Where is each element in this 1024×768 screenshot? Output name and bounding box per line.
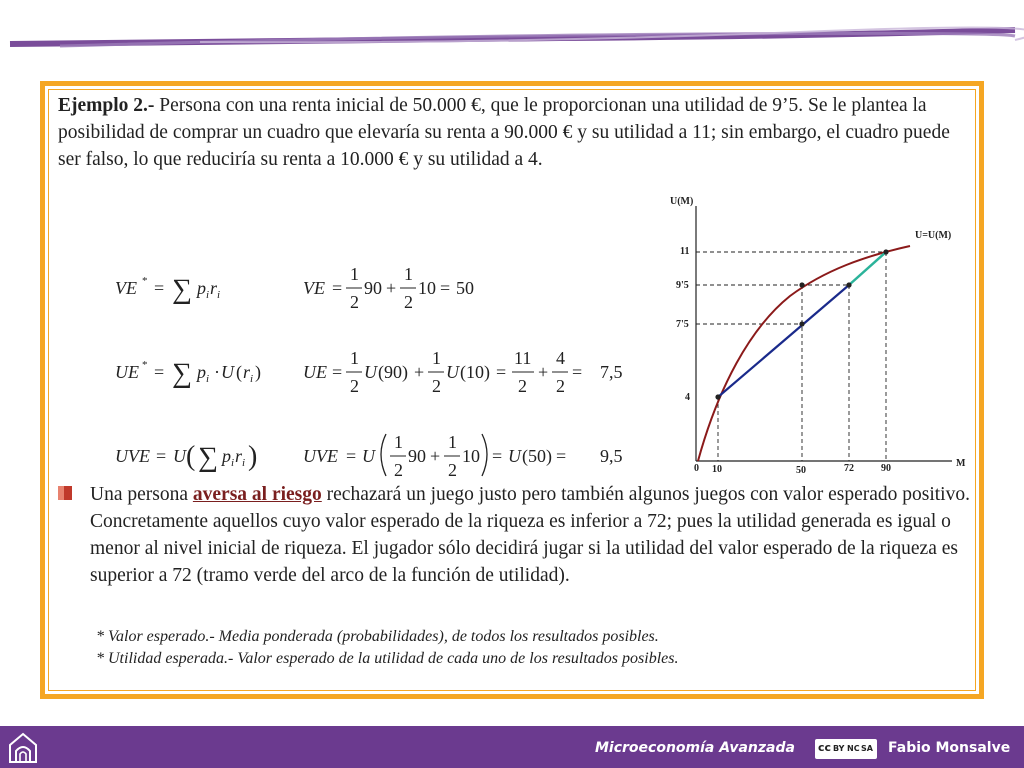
ue-general-p: p bbox=[197, 362, 206, 382]
uve-calc-u: U bbox=[362, 446, 375, 466]
ve-eq2: = bbox=[440, 278, 451, 298]
formula-uve bbox=[115, 432, 623, 480]
ue-general-star: * bbox=[142, 359, 148, 371]
formula-ve bbox=[115, 264, 474, 312]
ue-frac4-den: 2 bbox=[556, 376, 565, 396]
ue-eq2: = bbox=[496, 362, 507, 382]
ve-calc-label: VE bbox=[303, 278, 325, 298]
uve-eq3: = bbox=[556, 446, 567, 466]
ve-result: 50 bbox=[456, 278, 474, 298]
ue-general-label: UE bbox=[115, 362, 139, 382]
ue-general-dot: · bbox=[214, 362, 220, 382]
ve-general-sum: ∑ bbox=[172, 274, 192, 305]
x-tick-90: 90 bbox=[881, 463, 891, 474]
ve-general-ri: i bbox=[217, 289, 221, 301]
curve-label: U=U(M) bbox=[915, 230, 952, 241]
top-banner bbox=[0, 0, 1024, 60]
cc-license-cc: cc bbox=[818, 741, 832, 754]
bullet-after: rechazará un juego justo pero también algunos juegos con valor esperado positivo. Concretamente aquellos cuyo valor esperado de la riqueza es inferior a 72; pues la utilidad generada es igual o menor al nivel inicial de riqueza. El jugador sólo decidirá jugar si la utilidad del valor esperado de la riqueza es superior a 72 (tramo verde del arco de la función de utilidad). bbox=[90, 484, 970, 586]
x-tick-0: 0 bbox=[694, 463, 699, 474]
bullet-before: Una persona bbox=[90, 484, 193, 505]
uve-general-p: p bbox=[222, 446, 231, 466]
ue-u2: U bbox=[446, 362, 459, 382]
utility-curve bbox=[698, 246, 910, 461]
uve-calc-eq: = bbox=[346, 446, 357, 466]
cc-license-nc: NC bbox=[847, 744, 860, 753]
uve-u50-u: U bbox=[508, 446, 521, 466]
ue-u1: U bbox=[364, 362, 377, 382]
x-axis-label: M bbox=[956, 458, 966, 469]
y-tick-7-5: 7'5 bbox=[676, 319, 689, 330]
ue-plus1: + bbox=[414, 362, 425, 382]
formulas bbox=[110, 258, 670, 483]
point-90-11 bbox=[883, 249, 888, 254]
ve-calc-eq: = bbox=[332, 278, 343, 298]
cc-license-sa: SA bbox=[861, 744, 873, 753]
example-intro bbox=[58, 92, 968, 173]
ue-general-rparen: ) bbox=[255, 362, 261, 382]
uve-frac1-den: 2 bbox=[394, 460, 403, 480]
ue-calc-eq: = bbox=[332, 362, 343, 382]
uve-frac1-num: 1 bbox=[394, 432, 403, 452]
ve-frac1-den: 2 bbox=[350, 292, 359, 312]
point-50-95 bbox=[799, 282, 804, 287]
ue-result: 7,5 bbox=[600, 362, 623, 382]
uve-ninety: 90 bbox=[408, 446, 426, 466]
risk-averse-highlight: aversa al riesgo bbox=[192, 484, 322, 505]
guide-lines bbox=[696, 252, 886, 461]
ue-u10: (10) bbox=[460, 362, 490, 382]
uve-general-eq: = bbox=[156, 446, 167, 466]
x-tick-50: 50 bbox=[796, 465, 806, 476]
uve-big-rparen bbox=[482, 434, 487, 476]
ve-ninety: 90 bbox=[364, 278, 382, 298]
ue-calc-label: UE bbox=[303, 362, 327, 382]
ve-general-p: p bbox=[197, 278, 206, 298]
uve-general-sum: ∑ bbox=[198, 442, 218, 473]
point-72-95 bbox=[846, 282, 851, 287]
uve-general-r: r bbox=[235, 446, 243, 466]
ue-frac1-den: 2 bbox=[350, 376, 359, 396]
ve-frac2-num: 1 bbox=[404, 264, 413, 284]
uve-frac2-den: 2 bbox=[448, 460, 457, 480]
uve-frac2-num: 1 bbox=[448, 432, 457, 452]
ue-general-u: U bbox=[221, 362, 234, 382]
note-expected-value: * Valor esperado.- Media ponderada (probabilidades), de todos los resultados posibles. bbox=[96, 628, 659, 645]
uve-ten: 10 bbox=[462, 446, 480, 466]
course-title: Microeconomía Avanzada bbox=[595, 740, 795, 756]
bullet-square-icon bbox=[58, 486, 72, 500]
ue-frac1-num: 1 bbox=[350, 348, 359, 368]
point-10-4 bbox=[715, 394, 720, 399]
ve-general-pi: i bbox=[206, 289, 210, 301]
uve-general-label: UVE bbox=[115, 446, 150, 466]
uve-big-lparen bbox=[381, 434, 386, 476]
uve-result: 9,5 bbox=[600, 446, 623, 466]
uve-general-ri: i bbox=[242, 457, 246, 469]
author-name: Fabio Monsalve bbox=[888, 740, 1011, 756]
ue-eq3: = bbox=[572, 362, 583, 382]
note-expected-utility: * Utilidad esperada.- Valor esperado de la utilidad de cada uno de los resultados posibles. bbox=[96, 650, 679, 667]
ve-frac2-den: 2 bbox=[404, 292, 413, 312]
ue-frac4-num: 4 bbox=[556, 348, 565, 368]
ve-general-eq: = bbox=[154, 278, 165, 298]
y-tick-4: 4 bbox=[685, 392, 690, 403]
ue-frac3-den: 2 bbox=[518, 376, 527, 396]
y-tick-11: 11 bbox=[680, 246, 690, 257]
ve-general-label: VE bbox=[115, 278, 137, 298]
ue-general-eq: = bbox=[154, 362, 165, 382]
ue-frac2-den: 2 bbox=[432, 376, 441, 396]
ue-plus2: + bbox=[538, 362, 549, 382]
uve-general-lparen: ( bbox=[186, 441, 196, 472]
y-tick-9-5: 9'5 bbox=[676, 280, 689, 291]
ue-general-pi: i bbox=[206, 373, 210, 385]
uve-general-rparen: ) bbox=[248, 441, 258, 472]
ue-general-r: r bbox=[243, 362, 251, 382]
ue-frac3-num: 11 bbox=[514, 348, 532, 368]
uve-general-u: U bbox=[173, 446, 186, 466]
x-tick-10: 10 bbox=[712, 464, 722, 475]
footer-bar bbox=[0, 726, 1024, 768]
ve-general-star: * bbox=[142, 275, 148, 287]
uve-eq2: = bbox=[492, 446, 503, 466]
point-50-75 bbox=[799, 321, 804, 326]
cc-license-by: BY bbox=[833, 744, 845, 753]
formula-ue bbox=[115, 348, 623, 396]
uve-plus: + bbox=[430, 446, 441, 466]
x-tick-72: 72 bbox=[844, 463, 854, 474]
y-axis-label: U(M) bbox=[670, 196, 694, 207]
cc-license-badge[interactable] bbox=[815, 739, 877, 759]
ve-general-r: r bbox=[210, 278, 218, 298]
ve-plus: + bbox=[386, 278, 397, 298]
example-lead: Ejemplo 2.- bbox=[58, 95, 155, 116]
ue-u90: (90) bbox=[378, 362, 408, 382]
uve-u50: (50) bbox=[522, 446, 552, 466]
ve-frac1-num: 1 bbox=[350, 264, 359, 284]
example-text: Persona con una renta inicial de 50.000 €, que le proporcionan una utilidad de 9’5. Se le plantea la posibilidad de comprar un cuadro que elevaría su renta a 90.000 € y su utilidad a 11; sin embargo, el cuadro puede ser falso, lo que reduciría su renta a 10.000 € y su utilidad a 4. bbox=[58, 95, 950, 170]
uve-calc-label: UVE bbox=[303, 446, 338, 466]
university-logo-icon bbox=[6, 731, 40, 765]
ue-frac2-num: 1 bbox=[432, 348, 441, 368]
definitions-notes bbox=[96, 626, 956, 670]
ue-general-ri: i bbox=[250, 373, 254, 385]
ue-general-lparen: ( bbox=[236, 362, 242, 382]
bullet-text bbox=[90, 481, 970, 589]
uve-general-pi: i bbox=[231, 457, 235, 469]
ue-general-sum: ∑ bbox=[172, 358, 192, 389]
utility-graph bbox=[660, 188, 980, 480]
ve-ten: 10 bbox=[418, 278, 436, 298]
